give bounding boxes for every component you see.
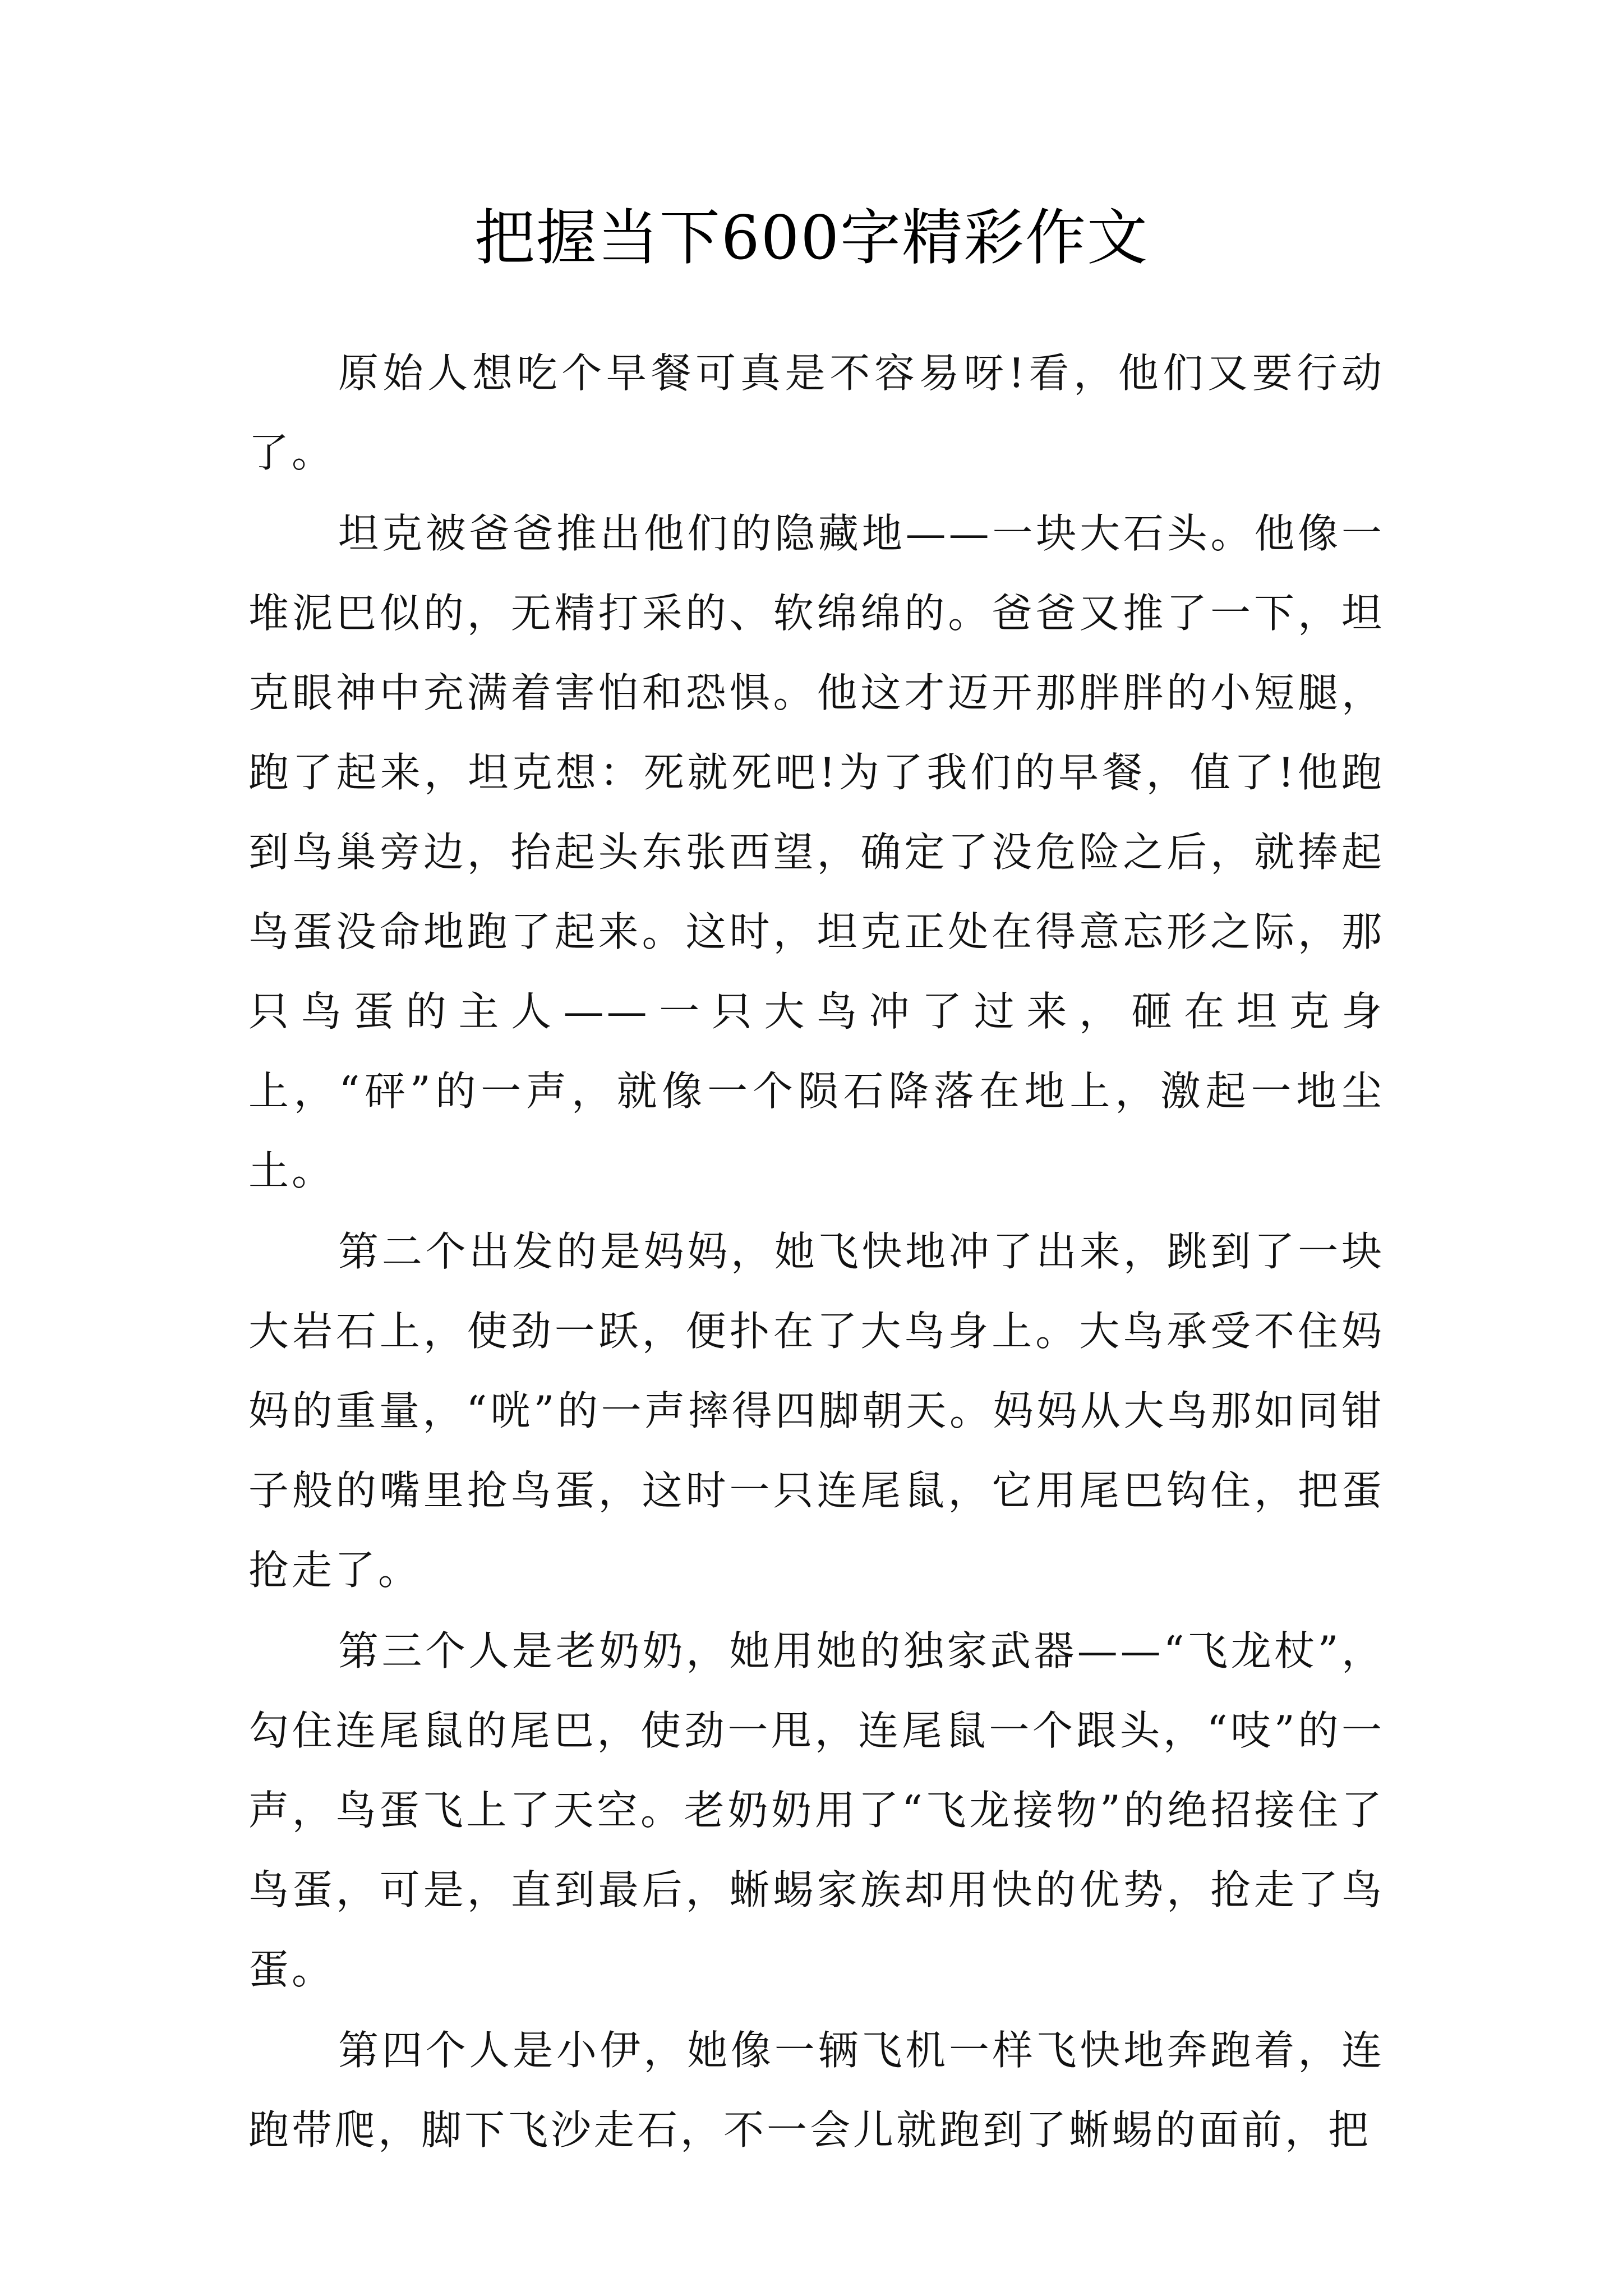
paragraph-5: 第四个人是小伊，她像一辆飞机一样飞快地奔跑着，连跑带爬，脚下飞沙走石，不一会儿就跑到了蜥蜴的面前，把 bbox=[248, 2027, 1385, 2154]
paragraph-2: 坦克被爸爸推出他们的隐藏地——一块大石头。他像一堆泥巴似的，无精打采的、软绵绵的。爸爸又推了一下，坦克眼神中充满着害怕和恐惧。他这才迈开那胖胖的小短腿，跑了起来，坦克想：死就死吧!为了我们的早餐，值了!他跑到鸟巢旁边，抬起头东张西望，确定了没危险之后，就捧起鸟蛋没命地跑了起来。这时，坦克正处在得意忘形之际，那只鸟蛋的主人——一只大鸟冲了过来，砸在坦克身上，“砰”的一声，就像一个陨石降落在地上，激起一地尘土。 bbox=[248, 510, 1385, 1194]
paragraph-3: 第二个出发的是妈妈，她飞快地冲了出来，跳到了一块大岩石上，使劲一跃，便扑在了大鸟身上。大鸟承受不住妈妈的重量，“咣”的一声摔得四脚朝天。妈妈从大鸟那如同钳子般的嘴里抢鸟蛋，这时一只连尾鼠，它用尾巴钩住，把蛋抢走了。 bbox=[248, 1228, 1385, 1594]
paragraph-4: 第三个人是老奶奶，她用她的独家武器——“飞龙杖”，勾住连尾鼠的尾巴，使劲一甩，连尾鼠一个跟头，“吱”的一声，鸟蛋飞上了天空。老奶奶用了“飞龙接物”的绝招接住了鸟蛋，可是，直到最后，蜥蜴家族却用快的优势，抢走了鸟蛋。 bbox=[248, 1627, 1385, 1993]
document-body bbox=[248, 333, 1385, 2171]
document-title: 把握当下600字精彩作文 bbox=[474, 203, 1149, 273]
paragraph-1: 原始人想吃个早餐可真是不容易呀!看，他们又要行动了。 bbox=[248, 349, 1385, 476]
